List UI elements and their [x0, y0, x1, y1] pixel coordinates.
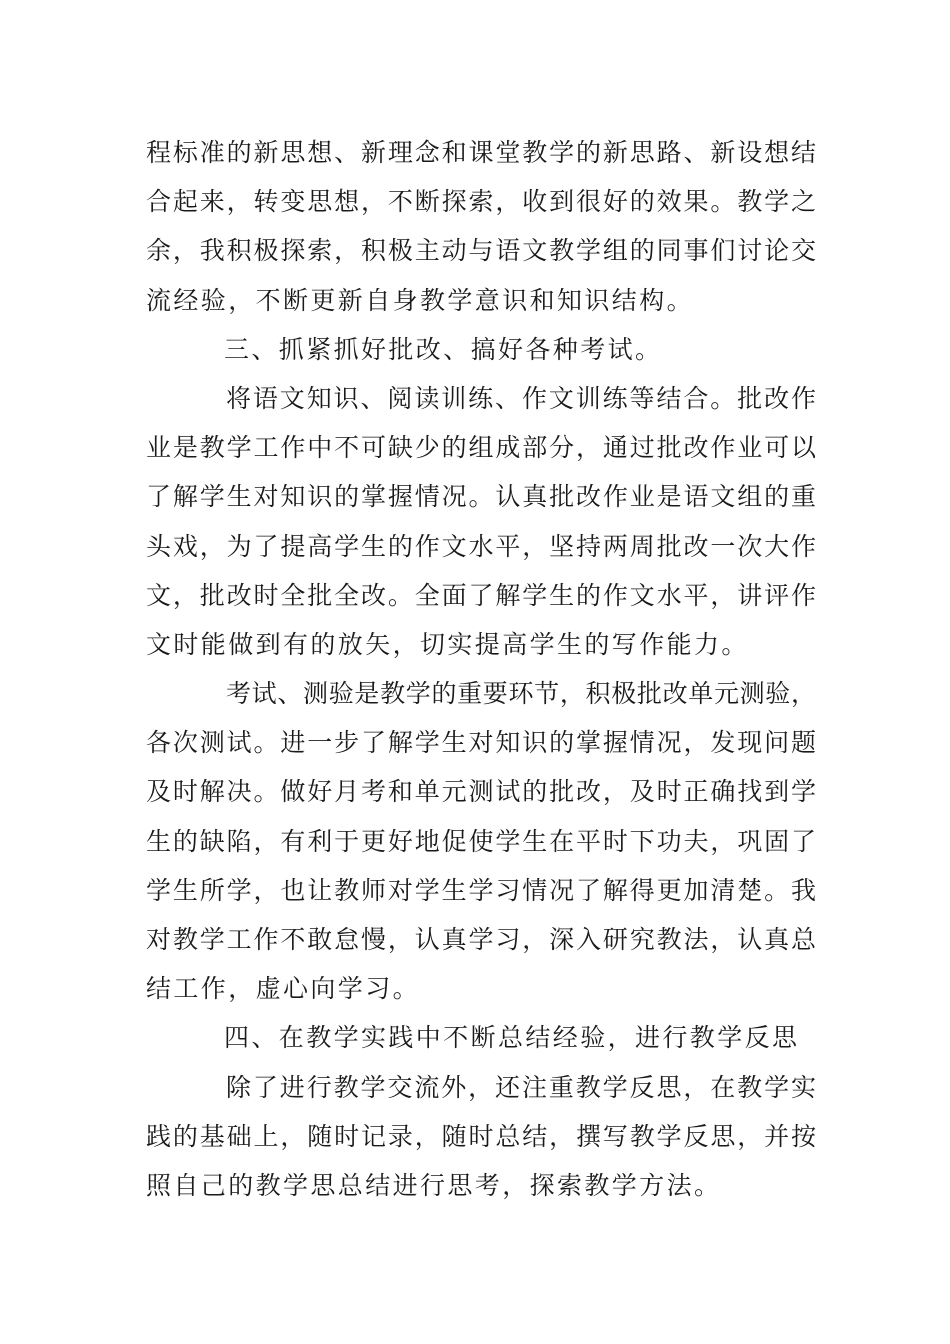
text-line: 生的缺陷，有利于更好地促使学生在平时下功夫，巩固了	[146, 826, 816, 856]
section-heading: 三、抓紧抓好批改、搞好各种考试。	[224, 334, 663, 364]
text-line: 照自己的教学思总结进行思考，探索教学方法。	[146, 1170, 722, 1200]
paragraph-first-line: 将语文知识、阅读训练、作文训练等结合。批改作	[226, 383, 816, 413]
body-text	[146, 128, 816, 1210]
text-line: 各次测试。进一步了解学生对知识的掌握情况，发现问题	[146, 728, 816, 758]
text-line: 践的基础上，随时记录，随时总结，撰写教学反思，并按	[146, 1121, 816, 1151]
text-line: 头戏，为了提高学生的作文水平，坚持两周批改一次大作	[146, 531, 816, 561]
text-line: 及时解决。做好月考和单元测试的批改，及时正确找到学	[146, 777, 816, 807]
text-line: 文，批改时全批全改。全面了解学生的作文水平，讲评作	[146, 580, 816, 610]
paragraph-first-line: 除了进行教学交流外，还注重教学反思，在教学实	[226, 1072, 816, 1102]
text-line: 了解学生对知识的掌握情况。认真批改作业是语文组的重	[146, 482, 816, 512]
text-line: 流经验，不断更新自身教学意识和知识结构。	[146, 285, 695, 315]
text-line: 文时能做到有的放矢，切实提高学生的写作能力。	[146, 629, 749, 659]
section-heading: 四、在教学实践中不断总结经验，进行教学反思	[224, 1023, 800, 1053]
text-line: 学生所学，也让教师对学生学习情况了解得更加清楚。我	[146, 875, 816, 905]
text-line: 业是教学工作中不可缺少的组成部分，通过批改作业可以	[146, 433, 816, 463]
text-line: 余，我积极探索，积极主动与语文教学组的同事们讨论交	[146, 236, 816, 266]
text-line: 对教学工作不敢怠慢，认真学习，深入研究教法，认真总	[146, 925, 816, 954]
text-line: 结工作，虚心向学习。	[146, 974, 421, 1004]
paragraph-first-line: 考试、测验是教学的重要环节，积极批改单元测验，	[226, 679, 816, 709]
text-line: 程标准的新思想、新理念和课堂教学的新思路、新设想结	[146, 138, 816, 167]
text-line: 合起来，转变思想，不断探索，收到很好的效果。教学之	[146, 187, 816, 217]
